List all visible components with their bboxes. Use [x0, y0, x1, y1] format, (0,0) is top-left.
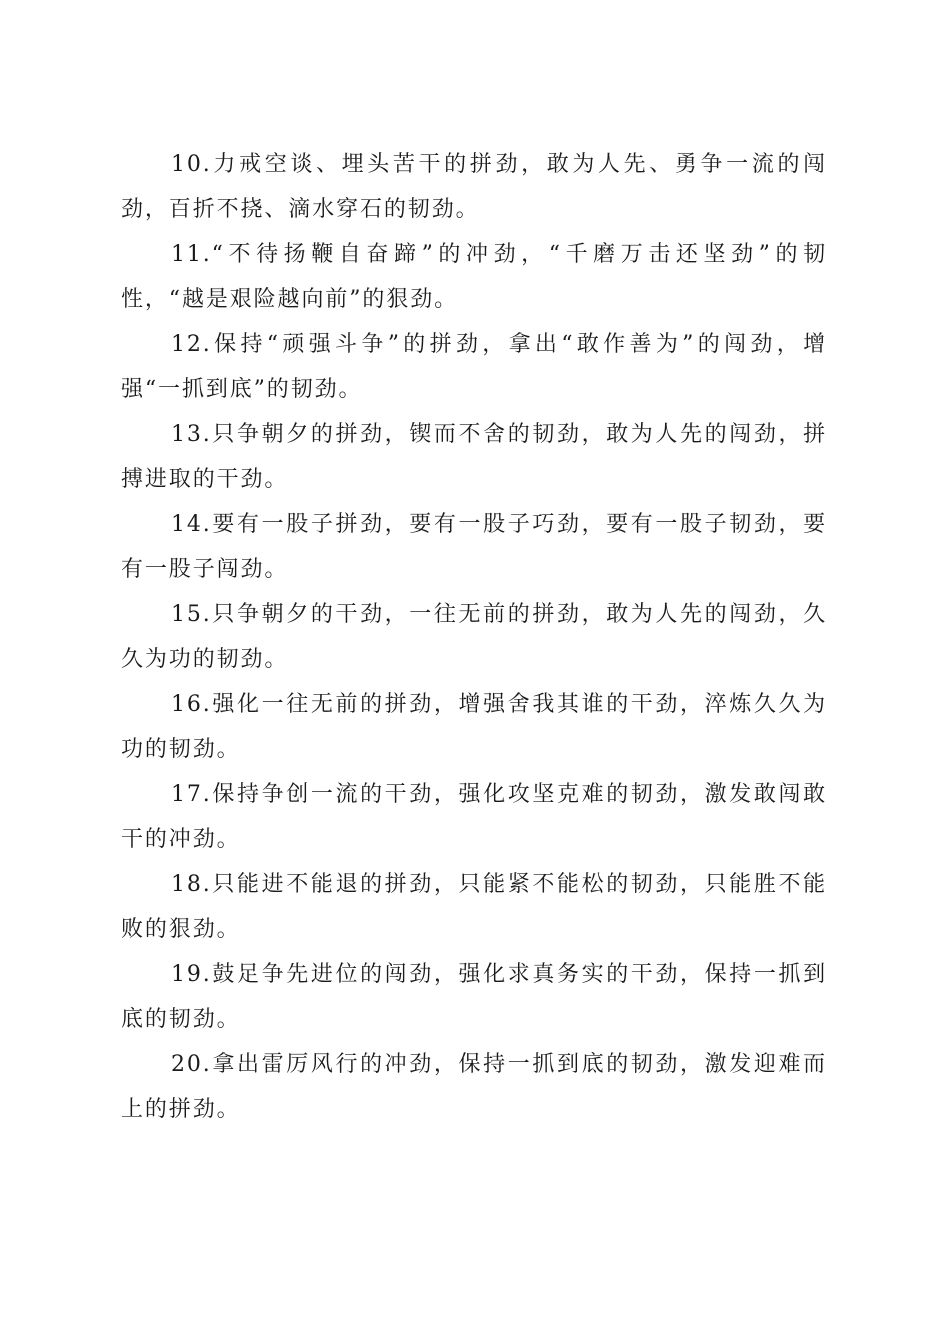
paragraph-item-17: 17.保持争创一流的干劲，强化攻坚克难的韧劲，激发敢闯敢干的冲劲。 [121, 782, 827, 852]
paragraph-item-14: 14.要有一股子拼劲，要有一股子巧劲，要有一股子韧劲，要有一股子闯劲。 [121, 512, 827, 582]
paragraph-item-10: 10.力戒空谈、埋头苦干的拼劲，敢为人先、勇争一流的闯劲，百折不挠、滴水穿石的韧劲。 [121, 152, 827, 222]
paragraph-item-15: 15.只争朝夕的干劲，一往无前的拼劲，敢为人先的闯劲，久久为功的韧劲。 [121, 602, 827, 672]
paragraph-item-19: 19.鼓足争先进位的闯劲，强化求真务实的干劲，保持一抓到底的韧劲。 [121, 962, 827, 1032]
paragraph-item-12: 12.保持“顽强斗争”的拼劲，拿出“敢作善为”的闯劲，增强“一抓到底”的韧劲。 [121, 332, 827, 402]
paragraph-item-16: 16.强化一往无前的拼劲，增强舍我其谁的干劲，淬炼久久为功的韧劲。 [121, 692, 827, 762]
paragraph-item-11: 11.“不待扬鞭自奋蹄”的冲劲，“千磨万击还坚劲”的韧性，“越是艰险越向前”的狠劲。 [121, 242, 827, 312]
paragraph-item-20: 20.拿出雷厉风行的冲劲，保持一抓到底的韧劲，激发迎难而上的拼劲。 [121, 1052, 827, 1122]
paragraph-item-13: 13.只争朝夕的拼劲，锲而不舍的韧劲，敢为人先的闯劲，拼搏进取的干劲。 [121, 422, 827, 492]
document-body [121, 142, 827, 1132]
paragraph-item-18: 18.只能进不能退的拼劲，只能紧不能松的韧劲，只能胜不能败的狠劲。 [121, 872, 827, 942]
